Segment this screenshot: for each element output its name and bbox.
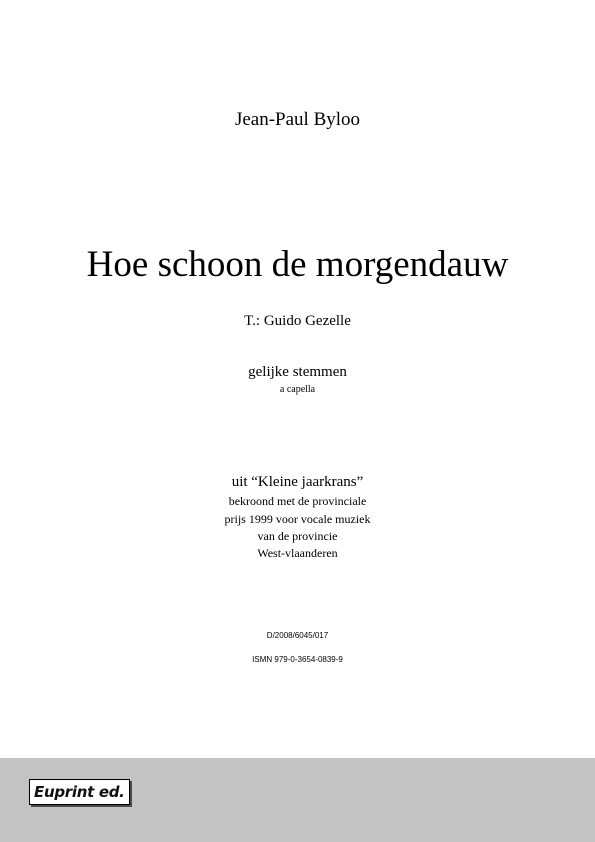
publisher-logo: Euprint ed. — [29, 779, 130, 805]
legal-deposit-number: D/2008/6045/017 — [266, 631, 329, 640]
composer-name: Jean-Paul Byloo — [234, 109, 361, 130]
award-line: prijs 1999 voor vocale muziek — [224, 512, 371, 526]
voicing: gelijke stemmen — [248, 364, 347, 380]
award-line: bekroond met de provinciale — [228, 494, 367, 508]
publisher-footer — [0, 758, 595, 842]
award-line: van de provincie — [257, 529, 338, 543]
collection-name: uit “Kleine jaarkrans” — [231, 474, 364, 490]
lyricist-credit: T.: Guido Gezelle — [244, 313, 351, 329]
award-line: West-vlaanderen — [257, 546, 338, 560]
accompaniment-note: a capella — [279, 384, 316, 395]
score-title: Hoe schoon de morgendauw — [86, 244, 509, 285]
ismn-number: ISMN 979-0-3654-0839-9 — [252, 655, 343, 664]
